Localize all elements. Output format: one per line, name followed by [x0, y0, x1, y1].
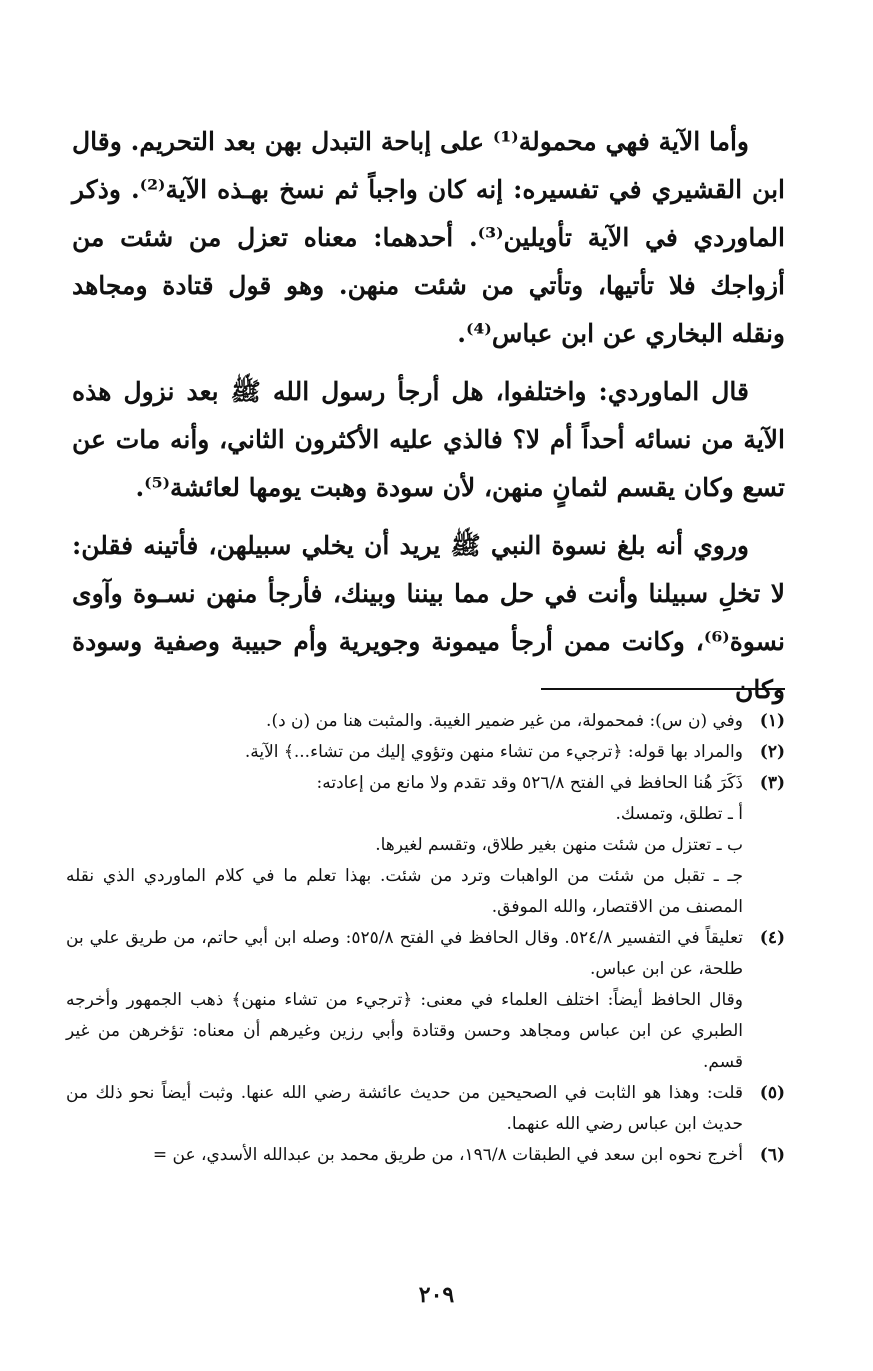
footnote-line: والمراد بها قوله: ﴿ترجيء من تشاء منهن وتؤوي إليك من تشاء...﴾ الآية.: [244, 742, 743, 762]
footnote-text: [66, 1140, 743, 1171]
footnote-text: [66, 737, 743, 768]
footnote-text: [66, 923, 743, 1078]
footnote-text: [66, 768, 743, 923]
footnote-1: [66, 706, 785, 737]
footnote-2: [66, 737, 785, 768]
footnote-line: ب ـ تعتزل من شئت منهن بغير طلاق، وتقسم لغيرها.: [375, 835, 743, 855]
footnote-number: (٢): [759, 742, 785, 762]
footnote-number: (١): [759, 711, 785, 731]
main-text: [72, 118, 785, 724]
footnote-line: أ ـ تطلق، وتمسك.: [615, 804, 743, 824]
footnote-line: جـ ـ تقبل من شئت من الواهبات وترد من شئت. بهذا تعلم ما في كلام الماوردي الذي نقله المصنف من الاقتصار، والله الموفق.: [66, 866, 743, 917]
footnote-text: [66, 706, 743, 737]
paragraph-1: وأما الآية فهي محمولة⁽¹⁾ على إباحة التبدل بهن بعد التحريم. وقال ابن القشيري في تفسيره: إنه كان واجباً ثم نسخ بهـذه الآية⁽²⁾. وذكر الماوردي في الآية تأويلين⁽³⁾. أحدهما: معناه تعزل من شئت من أزواجك فلا تأتيها، وتأتي من شئت منهن. وهو قول قتادة ومجاهد ونقله البخاري عن ابن عباس⁽⁴⁾.: [72, 127, 785, 348]
footnote-5: [66, 1078, 785, 1140]
footnote-line: ذَكَرَ هُنا الحافظ في الفتح ٥٢٦/٨ وقد تقدم ولا مانع من إعادته:: [316, 773, 743, 793]
footnote-3: [66, 768, 785, 923]
footnote-4: [66, 923, 785, 1078]
paragraph-2: قال الماوردي: واختلفوا، هل أرجأ رسول الله ﷺ بعد نزول هذه الآية من نسائه أحداً أم لا؟ فالذي عليه الأكثرون الثاني، وأنه مات عن تسع وكان يقسم لثمانٍ منهن، لأن سودة وهبت يومها لعائشة⁽⁵⁾.: [72, 377, 785, 502]
footnote-line: وقال الحافظ أيضاً: اختلف العلماء في معنى: ﴿ترجيء من تشاء منهن﴾ ذهب الجمهور وأخرجه الطبري عن ابن عباس ومجاهد وحسن وقتادة وأبي رزين وغيرهم أن معناه: تؤخرهن من غير قسم.: [66, 990, 743, 1072]
footnote-line: أخرج نحوه ابن سعد في الطبقات ١٩٦/٨، من طريق محمد بن عبدالله الأسدي، عن =: [152, 1145, 743, 1165]
footnote-text: [66, 1078, 743, 1140]
page-number: ٢٠٩: [418, 1282, 455, 1308]
footnote-line: وفي (ن س): فمحمولة، من غير ضمير الغيبة. والمثبت هنا من (ن د).: [266, 711, 743, 731]
footnote-number: (٣): [759, 773, 785, 793]
footnote-line: تعليقاً في التفسير ٥٢٤/٨. وقال الحافظ في الفتح ٥٢٥/٨: وصله ابن أبي حاتم، من طريق علي بن طلحة، عن ابن عباس.: [66, 928, 743, 979]
footnote-number: (٦): [759, 1145, 785, 1165]
footnote-line: قلت: وهذا هو الثابت في الصحيحين من حديث عائشة رضي الله عنها. وثبت أيضاً نحو ذلك من حديث ابن عباس رضي الله عنهما.: [66, 1083, 743, 1134]
footnote-number: (٥): [759, 1083, 785, 1103]
footnote-6: [66, 1140, 785, 1171]
paragraph-3: وروي أنه بلغ نسوة النبي ﷺ يريد أن يخلي سبيلهن، فأتينه فقلن: لا تخلِ سبيلنا وأنت في حل مما بيننا وبينك، فأرجأ منهن نسـوة وآوى نسوة⁽⁶⁾، وكانت ممن أرجأ ميمونة وجويرية وأم حبيبة وصفية وسودة وكان: [72, 531, 785, 704]
footnote-number: (٤): [759, 928, 785, 948]
footnotes: [66, 706, 785, 1171]
footnote-separator: [541, 688, 785, 690]
